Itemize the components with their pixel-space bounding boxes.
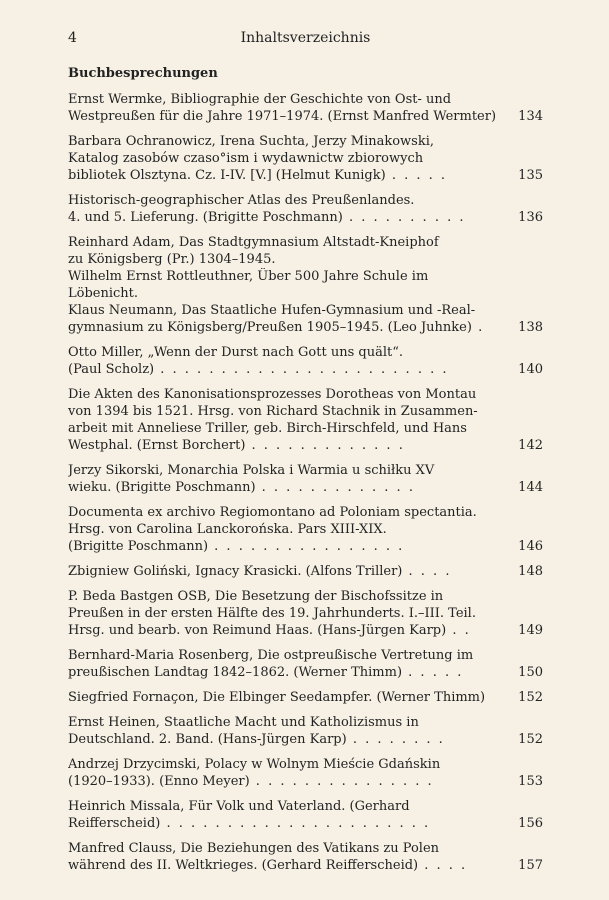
toc-entry-line bbox=[68, 420, 513, 437]
toc-entry-text: Reifferscheid) bbox=[68, 816, 161, 831]
toc-entry-text: Hrsg. von Carolina Lanckorońska. Pars XIII-XIX. bbox=[68, 522, 387, 537]
toc-entry-line bbox=[68, 563, 513, 580]
toc-entry-line bbox=[68, 251, 513, 268]
toc-entry-line bbox=[68, 462, 513, 479]
toc-entry-text: Bernhard-Maria Rosenberg, Die ostpreußische Vertretung im bbox=[68, 648, 474, 663]
toc-entry-line bbox=[68, 538, 513, 555]
toc-entry-page: 152 bbox=[518, 690, 543, 705]
toc-entry-line bbox=[68, 403, 513, 420]
toc-entry-text: Manfred Clauss, Die Beziehungen des Vatikans zu Polen bbox=[68, 841, 440, 856]
toc-entry bbox=[68, 133, 543, 184]
toc-entry-line bbox=[68, 731, 513, 748]
toc-entry-text: arbeit mit Anneliese Triller, geb. Birch-Hirschfeld, und Hans bbox=[68, 421, 467, 436]
toc-entry-line bbox=[68, 285, 513, 302]
leader-dots: . . . . . . . . . . bbox=[342, 210, 466, 225]
toc-entry-text: Ernst Heinen, Staatliche Macht und Katholizismus in bbox=[68, 715, 419, 730]
leader-dots: . . bbox=[446, 623, 471, 638]
leader-dots: . . . . . . . . . . . . . bbox=[245, 438, 405, 453]
toc-entry-text: 4. und 5. Lieferung. (Brigitte Poschmann) bbox=[68, 210, 343, 225]
toc-entry-line bbox=[68, 689, 513, 706]
toc-entry-line bbox=[68, 192, 513, 209]
toc-entry-line bbox=[68, 773, 513, 790]
toc-entry-line bbox=[68, 108, 513, 125]
toc-entry bbox=[68, 689, 543, 706]
leader-dots: . . . . . . . . . . . . . . . . . . . . . . . . bbox=[154, 362, 449, 377]
toc-entry-line bbox=[68, 756, 513, 773]
toc-entry-line bbox=[68, 588, 513, 605]
toc-entry-text: Heinrich Missala, Für Volk und Vaterland. (Gerhard bbox=[68, 799, 410, 814]
toc-entry-line bbox=[68, 268, 513, 285]
toc-entry-text: Siegfried Fornaçon, Die Elbinger Seedampfer. (Werner Thimm) bbox=[68, 690, 486, 705]
toc-entry-page: 134 bbox=[518, 109, 543, 124]
toc-entry-text: Ernst Wermke, Bibliographie der Geschichte von Ost- und bbox=[68, 92, 452, 107]
toc-entry bbox=[68, 714, 543, 748]
toc-entry bbox=[68, 563, 543, 580]
toc-entry-line bbox=[68, 647, 513, 664]
toc-entry-page: 136 bbox=[518, 210, 543, 225]
leader-dots: . bbox=[471, 320, 485, 335]
toc-entry-line bbox=[68, 815, 513, 832]
toc-entry-text: P. Beda Bastgen OSB, Die Besetzung der Bischofssitze in bbox=[68, 589, 444, 604]
toc-entry-text: während des II. Weltkrieges. (Gerhard Reifferscheid) bbox=[68, 858, 419, 873]
toc-entry-page: 138 bbox=[518, 320, 543, 335]
toc-entry-line bbox=[68, 302, 513, 319]
leader-dots: . . . . bbox=[402, 564, 452, 579]
running-title: Inhaltsverzeichnis bbox=[240, 30, 371, 46]
toc-entry-text: wieku. (Brigitte Poschmann) bbox=[68, 480, 256, 495]
toc-entry-text: Jerzy Sikorski, Monarchia Polska i Warmia u schiłku XV bbox=[68, 463, 435, 478]
toc-entry-page: 156 bbox=[518, 816, 543, 831]
toc-entry bbox=[68, 91, 543, 125]
toc-entry-text: (Paul Scholz) bbox=[68, 362, 155, 377]
toc-entry-line bbox=[68, 319, 513, 336]
toc-entry-page: 153 bbox=[518, 774, 543, 789]
toc-entry-text: Klaus Neumann, Das Staatliche Hufen-Gymnasium und -Real- bbox=[68, 303, 476, 318]
toc-entry-line bbox=[68, 714, 513, 731]
toc-entry-line bbox=[68, 622, 513, 639]
toc-entry bbox=[68, 386, 543, 454]
toc-entry-text: Otto Miller, „Wenn der Durst nach Gott uns quält“. bbox=[68, 345, 403, 360]
toc-entry bbox=[68, 798, 543, 832]
toc-entry bbox=[68, 234, 543, 336]
toc-entry-line bbox=[68, 521, 513, 538]
toc-entry-text: Katalog zasobów czaso°ism i wydawnictw zbiorowych bbox=[68, 151, 424, 166]
leader-dots: . . . . . bbox=[402, 665, 464, 680]
toc-entry-text: Wilhelm Ernst Rottleuthner, Über 500 Jahre Schule im bbox=[68, 269, 429, 284]
toc-entry bbox=[68, 588, 543, 639]
toc-entry-line bbox=[68, 504, 513, 521]
toc-entry bbox=[68, 840, 543, 874]
page-number: 4 bbox=[68, 30, 77, 46]
toc-entry-text: gymnasium zu Königsberg/Preußen 1905–1945. (Leo Juhnke) bbox=[68, 320, 472, 335]
toc-entry-page: 140 bbox=[518, 362, 543, 377]
toc-entry-text: Westphal. (Ernst Borchert) bbox=[68, 438, 246, 453]
leader-dots: . . . . . . . . . . . . . . . . bbox=[208, 539, 405, 554]
toc-entry-text: Zbigniew Goliński, Ignacy Krasicki. (Alfons Triller) bbox=[68, 564, 403, 579]
toc-entry bbox=[68, 192, 543, 226]
toc-entry-text: zu Königsberg (Pr.) 1304–1945. bbox=[68, 252, 276, 267]
toc-entry-page: 148 bbox=[518, 564, 543, 579]
leader-dots: . . . . . . . . . . . . . . . . . . . . . . bbox=[160, 816, 431, 831]
toc-entry-page: 135 bbox=[518, 168, 543, 183]
toc-entry-line bbox=[68, 167, 513, 184]
toc-entry-line bbox=[68, 209, 513, 226]
toc-entry-text: Westpreußen für die Jahre 1971–1974. (Ernst Manfred Wermter) bbox=[68, 109, 497, 124]
toc-entry-line bbox=[68, 133, 513, 150]
toc-entry-text: von 1394 bis 1521. Hrsg. von Richard Stachnik in Zusammen- bbox=[68, 404, 478, 419]
toc-entry-text: (Brigitte Poschmann) bbox=[68, 539, 209, 554]
toc-entry-line bbox=[68, 605, 513, 622]
toc-entry-text: Deutschland. 2. Band. (Hans-Jürgen Karp) bbox=[68, 732, 347, 747]
toc-entry-line bbox=[68, 234, 513, 251]
section-heading: Buchbesprechungen bbox=[68, 66, 218, 81]
toc-entry-line bbox=[68, 479, 513, 496]
leader-dots: . . . . . . . . bbox=[346, 732, 445, 747]
toc-entry bbox=[68, 344, 543, 378]
leader-dots: . . . . bbox=[418, 858, 468, 873]
toc-entry-line bbox=[68, 798, 513, 815]
toc-entry-line bbox=[68, 344, 513, 361]
toc-entry-line bbox=[68, 840, 513, 857]
toc-entry-line bbox=[68, 437, 513, 454]
toc-entry-page: 144 bbox=[518, 480, 543, 495]
toc-entry-list bbox=[68, 91, 543, 874]
toc-entry-line bbox=[68, 91, 513, 108]
toc-entry-text: Preußen in der ersten Hälfte des 19. Jahrhunderts. I.–III. Teil. bbox=[68, 606, 476, 621]
toc-entry-text: Löbenicht. bbox=[68, 286, 139, 301]
toc-entry-line bbox=[68, 664, 513, 681]
leader-dots: . . . . . bbox=[385, 168, 448, 183]
toc-entry-page: 149 bbox=[518, 623, 543, 638]
toc-entry-text: bibliotek Olsztyna. Cz. I-IV. [V.] (Helmut Kunigk) bbox=[68, 168, 386, 183]
toc-entry-page: 146 bbox=[518, 539, 543, 554]
leader-dots: . . . . . . . . . . . . . . . bbox=[249, 774, 434, 789]
toc-entry-text: Documenta ex archivo Regiomontano ad Poloniam spectantia. bbox=[68, 505, 477, 520]
leader-dots: . . . . . . . . . . . . . bbox=[255, 480, 415, 495]
toc-entry-page: 152 bbox=[518, 732, 543, 747]
toc-entry bbox=[68, 756, 543, 790]
toc-entry-page: 142 bbox=[518, 438, 543, 453]
toc-entry-text: preußischen Landtag 1842–1862. (Werner Thimm) bbox=[68, 665, 403, 680]
toc-entry-text: Barbara Ochranowicz, Irena Suchta, Jerzy Minakowski, bbox=[68, 134, 435, 149]
toc-entry-page: 150 bbox=[518, 665, 543, 680]
toc-entry-text: Hrsg. und bearb. von Reimund Haas. (Hans-Jürgen Karp) bbox=[68, 623, 447, 638]
toc-entry-text: Andrzej Drzycimski, Polacy w Wolnym Mieście Gdańskin bbox=[68, 757, 441, 772]
running-head bbox=[68, 30, 543, 52]
toc-entry bbox=[68, 504, 543, 555]
toc-entry-text: (1920–1933). (Enno Meyer) bbox=[68, 774, 250, 789]
toc-entry-line bbox=[68, 150, 513, 167]
toc-entry bbox=[68, 462, 543, 496]
toc-entry-text: Reinhard Adam, Das Stadtgymnasium Altstadt-Kneiphof bbox=[68, 235, 439, 250]
toc-entry-text: Die Akten des Kanonisationsprozesses Dorotheas von Montau bbox=[68, 387, 477, 402]
toc-entry-line bbox=[68, 361, 513, 378]
toc-entry-line bbox=[68, 857, 513, 874]
toc-entry-line bbox=[68, 386, 513, 403]
toc-entry-page: 157 bbox=[518, 858, 543, 873]
toc-entry-text: Historisch-geographischer Atlas des Preußenlandes. bbox=[68, 193, 415, 208]
toc-entry bbox=[68, 647, 543, 681]
